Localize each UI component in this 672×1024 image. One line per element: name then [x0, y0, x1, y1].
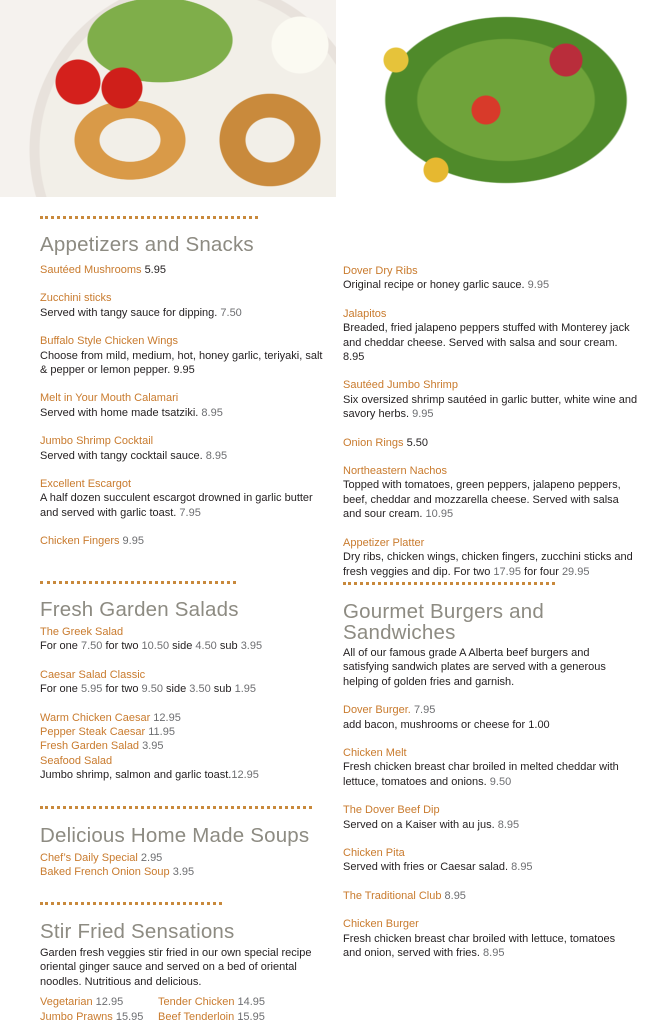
menu-item [40, 625, 330, 654]
item-name: Beef Tenderloin [158, 1010, 235, 1023]
section-intro: All of our famous grade A Alberta beef burgers and satisfying sandwich plates are served with a generous helping of golden fries and garnish. [343, 647, 606, 688]
item-name: Jumbo Shrimp Cocktail [40, 435, 154, 448]
item-price: 3.95 [172, 866, 195, 879]
size-label: side [166, 683, 187, 696]
menu-item [40, 725, 330, 739]
item-price: 12.95 [95, 996, 124, 1009]
stirfry-column [40, 946, 330, 1024]
item-description: add bacon, mushrooms or cheese for 1.00 [343, 718, 550, 731]
item-price: 5.95 [80, 683, 103, 696]
salad-photo [336, 0, 672, 197]
item-price: 3.95 [240, 640, 263, 653]
menu-row [40, 995, 330, 1009]
item-name: Jalapitos [343, 307, 387, 320]
item-name: Chef’s Daily Special [40, 852, 138, 864]
menu-item [343, 536, 639, 579]
item-price: 1.95 [234, 683, 256, 696]
item-name: Zucchini sticks [40, 292, 112, 305]
menu-item [40, 995, 158, 1009]
menu-item [343, 464, 639, 522]
section-divider [40, 216, 258, 219]
item-name: Sautéed Jumbo Shrimp [343, 379, 458, 392]
item-name: Chicken Pita [343, 847, 405, 860]
item-price: 7.50 [80, 640, 103, 653]
size-label: For one [40, 683, 78, 696]
item-price: 8.95 [343, 351, 365, 364]
section-intro: Garden fresh veggies stir fried in our own special recipe oriental ginger sauce and served on a bed of oriental noodles. Nutritious and delicious. [40, 947, 312, 988]
menu-item [343, 846, 629, 875]
appetizers-right-column [343, 264, 639, 593]
item-description: Dry ribs, chicken wings, chicken fingers, zucchini sticks and fresh veggies and dip. For two [343, 551, 633, 578]
item-price: 10.50 [141, 640, 170, 653]
item-description: A half dozen succulent escargot drowned in garlic butter and served with garlic toast. [40, 492, 313, 519]
item-price: 2.95 [140, 852, 163, 864]
size-label: For one [40, 640, 78, 653]
item-description: Served with tangy sauce for dipping. [40, 306, 218, 319]
menu-item [158, 995, 265, 1009]
item-name: Onion Rings [343, 436, 404, 449]
item-description: Fresh chicken breast char broiled in melted cheddar with lettuce, tomatoes and onions. [343, 761, 619, 788]
burgers-column [343, 646, 629, 975]
item-price: 8.95 [497, 818, 520, 831]
item-name: The Traditional Club [343, 889, 442, 902]
menu-item [40, 263, 330, 277]
item-price: 3.95 [142, 740, 164, 753]
salads-column [40, 625, 330, 783]
menu-item [40, 334, 330, 377]
item-price: 15.95 [115, 1010, 144, 1023]
burgers-heading [343, 601, 544, 643]
item-name: Warm Chicken Caesar [40, 711, 151, 724]
item-name: Fresh Garden Salad [40, 740, 140, 753]
item-name: Baked French Onion Soup [40, 866, 170, 879]
item-price: 29.95 [561, 565, 590, 578]
section-divider [343, 582, 555, 585]
item-name: Buffalo Style Chicken Wings [40, 335, 178, 348]
item-price: 17.95 [493, 565, 521, 578]
menu-item [343, 307, 639, 365]
item-price: 11.95 [148, 726, 175, 739]
burgers-heading-line: Sandwiches [343, 621, 456, 644]
item-description: Original recipe or honey garlic sauce. [343, 279, 525, 292]
item-price: 12.95 [231, 769, 259, 782]
section-divider [40, 581, 236, 584]
burgers-heading-line: Gourmet Burgers and [343, 600, 544, 623]
item-description: Topped with tomatoes, green peppers, jalapeno peppers, beef, cheddar and mozzarella cheese. Served with salsa and sour cream. [343, 479, 621, 521]
menu-item [343, 803, 629, 832]
item-name: Seafood Salad [40, 754, 113, 767]
item-name: Pepper Steak Caesar [40, 726, 146, 739]
menu-item [40, 534, 330, 548]
item-price: 9.95 [122, 535, 144, 548]
section-divider [40, 806, 312, 809]
item-description: for four [524, 565, 559, 578]
menu-item [40, 739, 330, 753]
item-description: Jumbo shrimp, salmon and garlic toast. [40, 769, 232, 782]
menu-item [40, 434, 330, 463]
item-price: 9.50 [489, 775, 512, 788]
item-description: Six oversized shrimp sautéed in garlic butter, white wine and savory herbs. [343, 393, 638, 421]
appetizers-heading: Appetizers and Snacks [40, 233, 254, 256]
item-name: Chicken Burger [343, 918, 419, 931]
item-price: 12.95 [153, 711, 181, 724]
item-name: Caesar Salad Classic [40, 668, 146, 681]
item-price: 9.95 [412, 408, 434, 421]
item-price: 9.95 [173, 364, 195, 377]
menu-item [40, 391, 330, 420]
item-name: The Dover Beef Dip [343, 804, 440, 817]
item-price: 8.95 [483, 947, 505, 960]
item-name: Jumbo Prawns [40, 1010, 113, 1023]
item-price: 15.95 [237, 1010, 265, 1023]
item-price: 9.50 [141, 683, 163, 696]
item-name: Excellent Escargot [40, 478, 132, 491]
menu-item [40, 865, 330, 879]
menu-item [343, 264, 639, 293]
item-price: 8.95 [205, 449, 228, 462]
size-label: side [172, 640, 193, 653]
item-name: Northeastern Nachos [343, 465, 447, 478]
item-name: Dover Burger. [343, 704, 411, 717]
appetizers-left-column [40, 263, 330, 563]
salads-heading: Fresh Garden Salads [40, 598, 239, 621]
menu-item [40, 851, 330, 865]
menu-row [40, 1010, 330, 1024]
menu-item [40, 1010, 158, 1024]
item-price: 7.95 [179, 506, 201, 519]
menu-item [343, 889, 629, 903]
item-description: Served with home made tsatziki. [40, 406, 199, 419]
item-name: Sautéed Mushrooms [40, 264, 142, 276]
size-label: for two [105, 683, 139, 696]
size-label: sub [213, 683, 232, 696]
item-name: Tender Chicken [158, 996, 235, 1009]
item-name: The Greek Salad [40, 626, 124, 638]
item-price: 8.95 [201, 406, 223, 419]
item-price: 8.95 [511, 861, 533, 874]
soups-column [40, 851, 330, 880]
menu-item [343, 746, 629, 789]
size-label: for two [105, 640, 139, 653]
section-divider [40, 902, 222, 905]
menu-item [343, 378, 639, 421]
item-price: 9.95 [527, 279, 550, 292]
item-price: 5.50 [406, 436, 429, 449]
item-price: 10.95 [425, 508, 454, 521]
menu-item [40, 291, 330, 320]
item-price: 14.95 [237, 996, 266, 1009]
hero-photos [0, 0, 672, 197]
item-description: Breaded, fried jalapeno peppers stuffed with Monterey jack and cheddar cheese. Served with salsa and sour cream. [343, 322, 630, 349]
item-description: Choose from mild, medium, hot, honey garlic, teriyaki, salt & pepper or lemon pepper. [40, 349, 323, 377]
item-name: Chicken Fingers [40, 535, 120, 548]
item-description: Served on a Kaiser with au jus. [343, 818, 495, 831]
menu-item [158, 1010, 265, 1024]
calamari-photo [0, 0, 336, 197]
item-description: Served with fries or Caesar salad. [343, 861, 509, 874]
item-name: Melt in Your Mouth Calamari [40, 392, 179, 405]
menu-item [40, 711, 330, 725]
menu-item [40, 754, 330, 783]
item-price: 5.95 [144, 264, 166, 276]
soups-heading: Delicious Home Made Soups [40, 824, 310, 847]
item-name: Chicken Melt [343, 747, 407, 760]
menu-item [343, 917, 629, 960]
item-price: 4.50 [195, 640, 217, 653]
item-name: Vegetarian [40, 996, 93, 1009]
item-price: 3.50 [189, 683, 211, 696]
item-description: Served with tangy cocktail sauce. [40, 449, 203, 462]
menu-item [40, 477, 330, 520]
menu-item [343, 436, 639, 450]
item-name: Appetizer Platter [343, 536, 425, 549]
size-label: sub [219, 640, 238, 653]
menu-item [343, 703, 629, 732]
item-description: Fresh chicken breast char broiled with lettuce, tomatoes and onion, served with fries. [343, 932, 616, 960]
stirfry-heading: Stir Fried Sensations [40, 920, 235, 943]
item-name: Dover Dry Ribs [343, 265, 418, 277]
menu-item [40, 668, 330, 697]
item-price: 7.95 [413, 704, 436, 717]
item-price: 8.95 [444, 889, 466, 902]
item-price: 7.50 [220, 306, 242, 319]
